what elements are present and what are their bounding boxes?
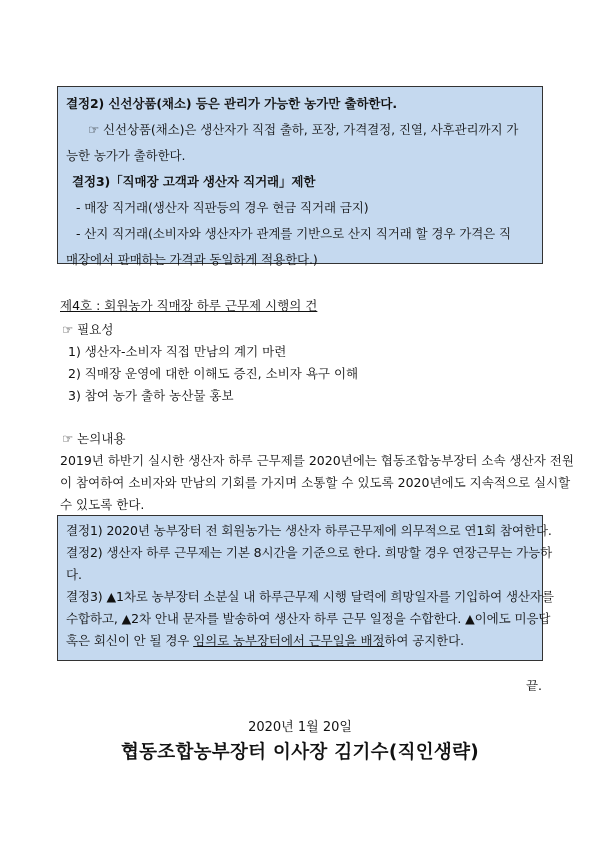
decision-line: 능한 농가가 출하한다. bbox=[66, 148, 186, 163]
document-date: 2020년 1월 20일 bbox=[248, 720, 352, 735]
decision-line-last bbox=[66, 630, 536, 652]
discussion-label: ☞ 논의내용 bbox=[62, 431, 126, 446]
end-mark: 끝. bbox=[525, 678, 542, 693]
decision-line: 결정3) ▲1차로 농부장터 소분실 내 하루근무제 시행 달력에 희망일자를 기입하여 생산자를 bbox=[66, 589, 554, 604]
need-item: 1) 생산자-소비자 직접 만남의 계기 마련 bbox=[68, 344, 287, 359]
need-item: 2) 직매장 운영에 대한 이해도 증진, 소비자 욕구 이해 bbox=[68, 366, 359, 381]
need-item: 3) 참여 농가 출하 농산물 홍보 bbox=[68, 388, 234, 403]
decision-line: 매장에서 판매하는 가격과 동일하게 적용한다.) bbox=[66, 252, 318, 267]
decision-line: ☞ 신선상품(채소)은 생산자가 직접 출하, 포장, 가격결정, 진열, 사후관리까지 가 bbox=[88, 122, 519, 137]
decision-line: 결정1) 2020년 농부장터 전 회원농가는 생산자 하루근무제에 의무적으로 연1회 참여한다. bbox=[66, 523, 552, 538]
decision-line: 수합하고, ▲2차 안내 문자를 발송하여 생산자 하루 근무 일정을 수합한다. ▲이에도 미응답 bbox=[66, 611, 551, 626]
decision-line: 결정2) 신선상품(채소) 등은 관리가 가능한 농가만 출하한다. bbox=[66, 96, 398, 111]
underlined-text: 임의로 농부장터에서 근무일을 배정 bbox=[193, 633, 385, 648]
decision-line: - 매장 직거래(생산자 직판등의 경우 현금 직거래 금지) bbox=[76, 200, 369, 215]
signer: 협동조합농부장터 이사장 김기수(직인생략) bbox=[120, 742, 480, 763]
decision-line: - 산지 직거래(소비자와 생산자가 관계를 기반으로 산지 직거래 할 경우 가격은 직 bbox=[76, 226, 511, 241]
discussion-line: 2019년 하반기 실시한 생산자 하루 근무제를 2020년에는 협동조합농부장터 소속 생산자 전원 bbox=[60, 453, 574, 468]
decision-box-2 bbox=[57, 515, 554, 661]
decision-text: 혹은 회신이 안 될 경우 bbox=[66, 633, 194, 648]
decision-line: 결정3)「직매장 고객과 생산자 직거래」제한 bbox=[72, 174, 316, 189]
need-label: ☞ 필요성 bbox=[62, 322, 114, 337]
decision-text: 하여 공지한다. bbox=[384, 633, 465, 648]
decision-line: 결정2) 생산자 하루 근무제는 기본 8시간을 기준으로 한다. 희망할 경우 연장근무는 가능하 bbox=[66, 545, 553, 560]
discussion-line: 이 참여하여 소비자와 만남의 기회를 가지며 소통할 수 있도록 2020년에도 지속적으로 실시할 bbox=[60, 475, 571, 490]
discussion-line: 수 있도록 한다. bbox=[60, 497, 145, 512]
section-title: 제4호 : 회원농가 직매장 하루 근무제 시행의 건 bbox=[60, 298, 318, 313]
decision-line: 다. bbox=[66, 567, 82, 582]
decision-box-1 bbox=[57, 86, 543, 267]
